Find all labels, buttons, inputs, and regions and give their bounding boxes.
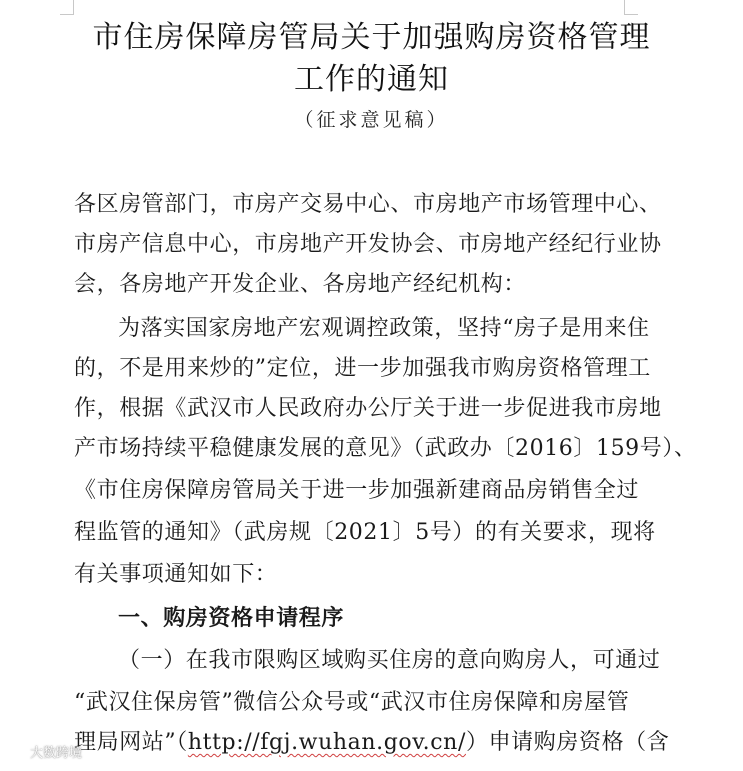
crop-mark-right-horizontal: [624, 14, 638, 15]
addressee-line-3: 会，各房地产开发企业、各房地产经纪机构：: [74, 272, 527, 297]
paragraph-line-5: 《市住房保障房管局关于进一步加强新建商品房销售全过: [74, 478, 640, 503]
document-subtitle: （征求意见稿）: [294, 109, 449, 131]
text-fragment: ）申请购房资格（含: [465, 730, 670, 755]
section-paragraph-line-2: “武汉住保房管”微信公众号或“武汉市住房保障和房屋管: [74, 690, 630, 715]
paragraph-line-3: 作，根据《武汉市人民政府办公厅关于进一步促进我市房地: [74, 396, 662, 421]
watermark-logo-icon: [6, 741, 26, 761]
watermark-text: 大数跨境: [30, 745, 83, 761]
section-heading: 一、购房资格申请程序: [118, 606, 345, 631]
paragraph-line-4: 产市场持续平稳健康发展的意见》（武政办〔2016〕159号）、: [74, 436, 697, 461]
crop-mark-right-vertical: [624, 0, 625, 14]
addressee-line-1: 各区房管部门，市房产交易中心、市房地产市场管理中心、: [74, 192, 662, 217]
section-paragraph-line-3: [74, 728, 670, 758]
document-title-line-2: 工作的通知: [294, 62, 449, 97]
paragraph-line-1: 为落实国家房地产宏观调控政策，坚持“房子是用来住: [118, 316, 650, 341]
paragraph-line-7: 有关事项通知如下：: [74, 562, 278, 587]
paragraph-line-2: 的，不是用来炒的”定位，进一步加强我市购房资格管理工: [74, 356, 651, 381]
crop-mark-left-vertical: [73, 0, 74, 14]
document-title-line-1: 市住房保障房管局关于加强购房资格管理: [92, 20, 651, 55]
text-fragment: 理局网站”（: [74, 730, 188, 755]
crop-mark-left-horizontal: [60, 14, 74, 15]
paragraph-line-6: 程监管的通知》（武房规〔2021〕5号）的有关要求，现将: [74, 520, 656, 545]
section-paragraph-line-1: （一）在我市限购区域购买住房的意向购房人，可通过: [118, 648, 661, 673]
addressee-line-2: 市房产信息中心，市房地产开发协会、市房地产经纪行业协: [74, 232, 662, 257]
website-link[interactable]: http://fgj.wuhan.gov.cn/: [187, 730, 466, 755]
watermark: [6, 741, 82, 761]
